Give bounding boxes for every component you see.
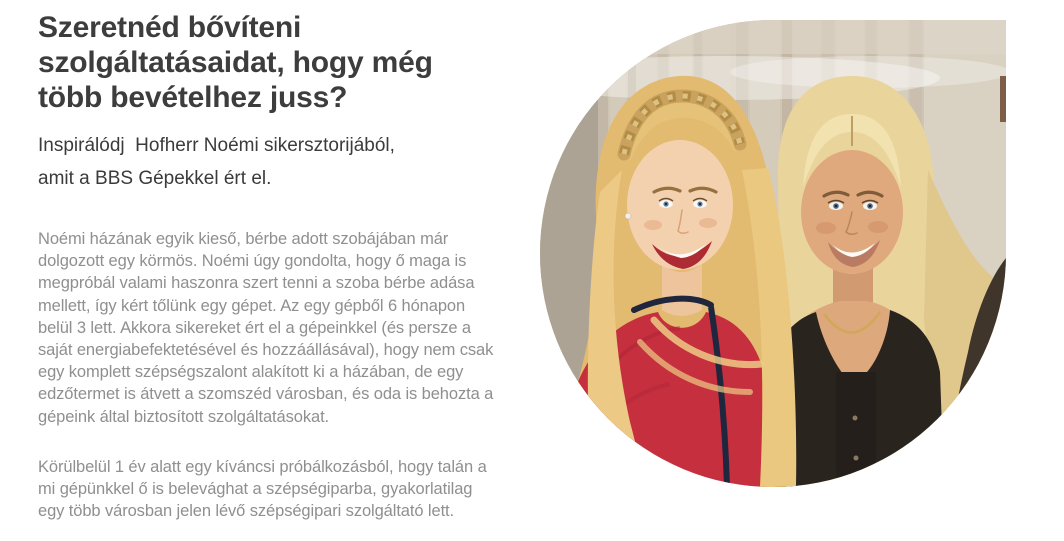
story-paragraph-1: Noémi házának egyik kieső, bérbe adott szobájában már dolgozott egy körmös. Noémi úgy gondolta, hogy ő maga is megpróbál valami haszonra szert tenni a szoba bérbe adása mellett, így kért tőlünk egy gépet. Az egy gépből 6 hónapon belül 3 lett. Akkora sikereket ért el a gépeinkkel (és persze a saját energiabefektetésével és hozzáállásával), hogy nem csak egy komplett szépségszalont alakított ki a házában, de egy edzőtermet is átvett a szomszéd városban, és oda is behozta a gépeink által biztosított szolgáltatásokat.: [38, 230, 494, 426]
left-woman-face: [627, 140, 733, 270]
hero-text-column: [38, 0, 554, 522]
curtain-top-light: [540, 20, 1006, 54]
pearl-earring: [625, 213, 631, 219]
hero-subheading: Inspirálódj Hofherr Noémi sikersztorijából, amit a BBS Gépekkel ért el.: [38, 135, 395, 189]
page-title: Szeretnéd bővíteni szolgáltatásaidat, hogy még több bevételhez juss?: [38, 11, 433, 114]
corner-curtain-edge: [1000, 76, 1006, 122]
hero-photo-illustration: [540, 20, 1006, 487]
right-woman-shirt-placket: [836, 372, 876, 487]
hero-photo: [540, 20, 1006, 487]
story-paragraph-2: Körülbelül 1 év alatt egy kíváncsi próbálkozásból, hogy talán a mi gépünkkel ő is belevághat a szépségiparba, gyakorlatilag egy több városban jelen lévő szépségipari szolgáltató lett.: [38, 457, 487, 521]
